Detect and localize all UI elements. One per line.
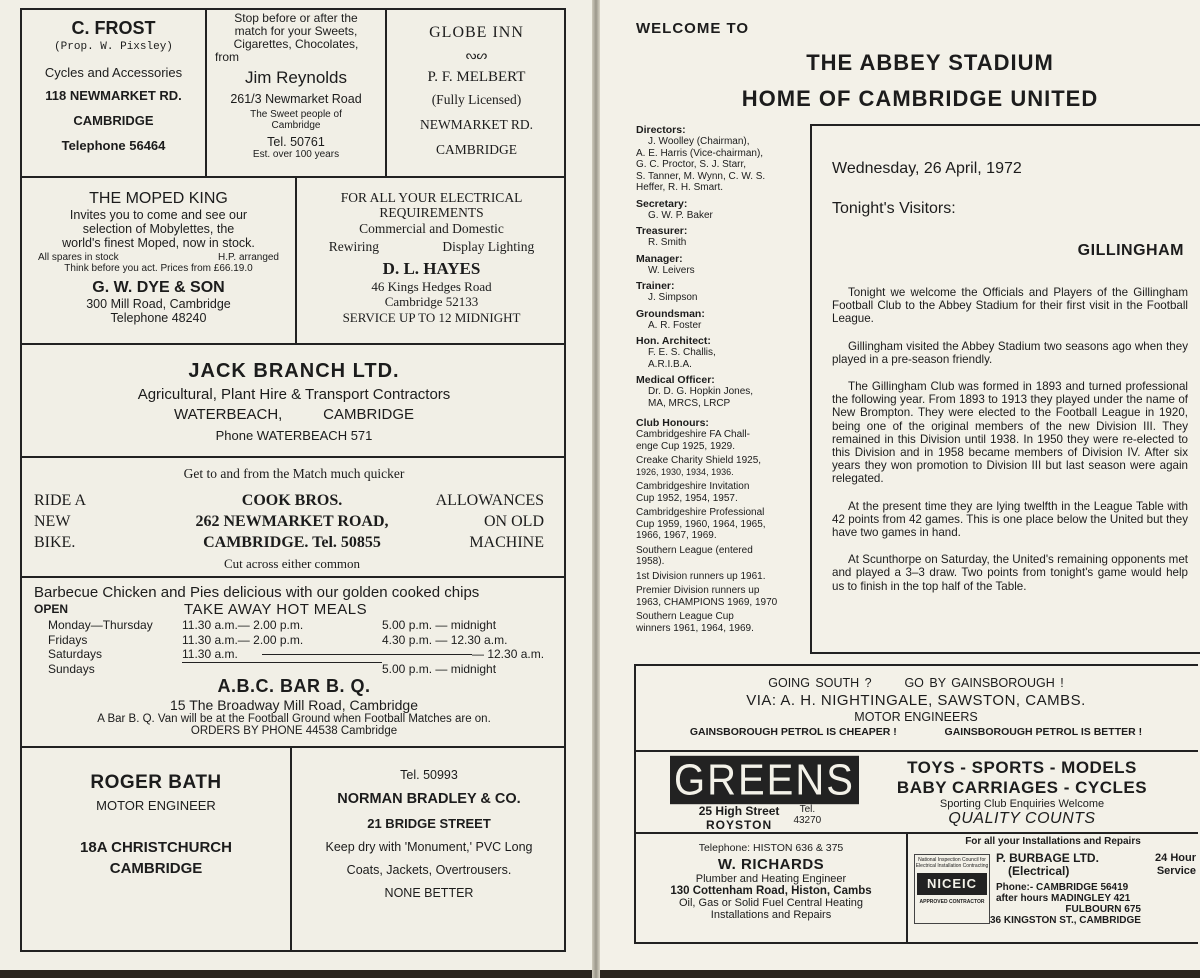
abc-time (182, 662, 382, 677)
cook-ride: NEW (34, 513, 71, 530)
official-group (636, 198, 816, 222)
bradley-name: NORMAN BRADLEY & CO. (337, 791, 521, 807)
left-page (0, 0, 592, 970)
official-name: J. Woolley (Chairman), (648, 136, 750, 147)
greens-line1: TOYS - SPORTS - MODELS (907, 758, 1137, 777)
official-role: Groundsman: (636, 307, 705, 320)
ad-burbage (908, 836, 1198, 926)
official-names (636, 386, 816, 409)
abc-time: — 12.30 a.m. (472, 647, 545, 661)
reynolds-line: Stop before or after the (234, 11, 358, 25)
ad-roger-bath (22, 772, 290, 877)
moped-line: Invites you to come and see our (69, 208, 248, 222)
globe-owner: P. F. MELBERT (427, 69, 526, 85)
badge-top: National Inspection Council for Electrical Installation Contracting (915, 857, 989, 869)
notes-paragraph: Gillingham visited the Abbey Stadium two seasons ago when they played in a pre-season friendly. (832, 339, 1188, 366)
jack-town1: WATERBEACH, (173, 406, 283, 423)
badge-mid: NICEIC (917, 873, 987, 895)
honour-line: enge Cup 1925, 1929. (636, 440, 735, 452)
richards-name: W. RICHARDS (717, 856, 825, 873)
abc-time: 11.30 a.m.— 2.00 p.m. (182, 618, 304, 632)
abc-day: Saturdays (48, 647, 103, 661)
cook-allow: MACHINE (469, 534, 544, 551)
honour-line: winners 1961, 1964, 1969. (636, 622, 754, 634)
abc-time: 5.00 p.m. — midnight (382, 661, 497, 676)
night-trade: MOTOR ENGINEERS (854, 710, 978, 724)
abc-day: Sundays (48, 661, 95, 676)
night-go: GO BY GAINSBOROUGH ! (904, 676, 1064, 690)
official-name: A. E. Harris (Vice-chairman), (636, 147, 764, 159)
greens-line2: BABY CARRIAGES - CYCLES (896, 778, 1148, 797)
cook-ride: BIKE. (34, 534, 76, 551)
greens-logo: GREENS (670, 756, 859, 804)
jack-line1: Agricultural, Plant Hire & Transport Contractors (137, 386, 451, 403)
burbage-hours: Service (1156, 865, 1196, 877)
honour-line: 1926, 1930, 1934, 1936. (636, 466, 734, 477)
reynolds-est: Est. over 100 years (252, 149, 340, 160)
abc-time: 4.30 p.m. — 12.30 a.m. (382, 632, 508, 647)
honour-line: Southern League (entered (636, 544, 753, 556)
reynolds-tel: Tel. 50761 (267, 135, 325, 149)
official-group (636, 253, 816, 277)
bath-name: ROGER BATH (90, 772, 222, 793)
reynolds-slogan: Cambridge (271, 120, 321, 131)
ad-moped (22, 190, 295, 325)
official-name: A. R. Foster (648, 319, 702, 331)
greens-tel: Tel. (799, 804, 816, 815)
official-name: F. E. S. Challis, (648, 347, 716, 358)
officials-list (636, 120, 816, 634)
honour-item (636, 545, 816, 568)
night-via: VIA: A. H. NIGHTINGALE, SAWSTON, CAMBS. (746, 692, 1086, 709)
right-page (600, 0, 1200, 970)
official-group (636, 225, 816, 249)
abc-van: A Bar B. Q. Van will be at the Football Ground when Football Matches are on. (97, 713, 491, 725)
ad-norman-bradley (292, 768, 566, 900)
moped-title: THE MOPED KING (89, 190, 228, 207)
cook-name: COOK BROS. (241, 492, 343, 509)
official-role: Directors: (636, 124, 686, 136)
abc-day: Fridays (48, 632, 88, 647)
frost-prop: (Prop. W. Pixsley) (54, 41, 173, 53)
ad-abc-barbq (22, 584, 566, 744)
honour-line: 1958). (636, 556, 665, 567)
official-name: W. Leivers (648, 264, 695, 276)
official-names (636, 136, 816, 194)
reynolds-address: 261/3 Newmarket Road (230, 92, 362, 106)
richards-tel: Telephone: HISTON 636 & 375 (698, 842, 844, 854)
reynolds-slogan: The Sweet people of (250, 109, 342, 120)
abc-name: A.B.C. BAR B. Q. (217, 676, 371, 696)
richards-address: 130 Cottenham Road, Histon, Cambs (670, 885, 872, 897)
richards-line: Installations and Repairs (710, 909, 832, 921)
notes-paragraph: At Scunthorpe on Saturday, the United's remaining opponents met and played a 3–3 draw. Two points from tonight's game would help us to finish in the top half of the Table. (832, 553, 1188, 593)
abc-address: 15 The Broadway Mill Road, Cambridge (170, 697, 418, 713)
hayes-line: REQUIREMENTS (379, 205, 484, 220)
burbage-street: 36 KINGSTON ST., CAMBRIDGE (990, 915, 1141, 926)
burbage-hours: 24 Hour (1155, 852, 1196, 864)
match-date: Wednesday, 26 April, 1972 (832, 160, 1022, 177)
burbage-phone: Phone:- CAMBRIDGE 56419 (996, 882, 1129, 893)
greens-town: ROYSTON (706, 818, 773, 832)
globe-name: GLOBE INN (429, 24, 524, 41)
globe-town: CAMBRIDGE (435, 142, 517, 157)
frost-town: CAMBRIDGE (73, 113, 154, 128)
reynolds-line: Cigarettes, Chocolates, (233, 37, 359, 51)
official-name: R. Smith (648, 237, 687, 248)
richards-line: Oil, Gas or Solid Fuel Central Heating (678, 897, 864, 909)
globe-licence: (Fully Licensed) (431, 92, 522, 107)
official-role: Hon. Architect: (636, 335, 711, 347)
moped-think: Think before you act. Prices from £66.19.0 (64, 263, 253, 274)
ad-nightingale (636, 676, 1196, 738)
jack-town2: CAMBRIDGE (323, 406, 415, 423)
ad-reynolds (207, 12, 385, 160)
frost-address: 118 NEWMARKET RD. (45, 88, 182, 103)
hayes-address: 46 Kings Hedges Road (371, 279, 492, 294)
honour-item (636, 455, 816, 478)
honour-line: Southern League Cup (636, 611, 734, 622)
cook-cut: Cut across either common (223, 556, 361, 571)
honour-line: 1963, CHAMPIONS 1969, 1970 (636, 596, 778, 608)
official-group (636, 280, 816, 304)
match-notes-panel (810, 124, 1200, 654)
abc-open: OPEN (34, 602, 69, 616)
honour-line: Cambridgeshire FA Chall- (636, 429, 750, 440)
ad-hayes (297, 190, 566, 327)
greens-club: Sporting Club Enquiries Welcome (939, 798, 1105, 810)
bradley-tel: Tel. 50993 (400, 768, 458, 782)
honour-line: 1966, 1967, 1969. (636, 530, 717, 541)
honour-line: Cup 1959, 1960, 1964, 1965, (636, 518, 766, 530)
honour-line: Cambridgeshire Professional (636, 507, 765, 518)
official-role: Secretary: (636, 197, 688, 210)
official-name: G. W. P. Baker (648, 209, 713, 221)
official-role: Treasurer: (636, 225, 688, 237)
honour-item (636, 571, 816, 583)
richards-trade: Plumber and Heating Engineer (695, 873, 847, 885)
ad-globe (387, 24, 566, 158)
official-name: S. Tanner, M. Wynn, C. W. S. (636, 170, 766, 182)
official-name: A.R.I.B.A. (648, 358, 692, 370)
moped-line: world's finest Moped, now in stock. (62, 236, 255, 250)
abc-time: 11.30 a.m.— 2.00 p.m. (182, 632, 304, 647)
ad-cook-bros (22, 466, 566, 574)
frost-phone: Telephone 56464 (61, 138, 166, 153)
stadium-title: THE ABBEY STADIUM (806, 50, 1054, 75)
greens-address: 25 High Street (698, 804, 780, 818)
cook-allow: ALLOWANCES (435, 492, 544, 509)
jack-phone: Phone WATERBEACH 571 (215, 428, 373, 443)
official-role: Trainer: (636, 280, 675, 292)
reynolds-line: from (215, 50, 239, 64)
hayes-service: SERVICE UP TO 12 MIDNIGHT (342, 310, 521, 325)
reynolds-line: match for your Sweets, (234, 24, 358, 38)
moped-line: selection of Mobylettes, the (82, 222, 235, 236)
abc-time: 11.30 a.m. (182, 647, 238, 661)
bradley-street: 21 BRIDGE STREET (367, 816, 491, 831)
honour-line: Cambridgeshire Invitation (636, 481, 750, 492)
burbage-fulbourn: FULBOURN 675 (1065, 904, 1141, 915)
official-name: J. Simpson (648, 292, 698, 303)
official-group (636, 308, 816, 332)
notes-paragraph: At the present time they are lying twelfth in the League Table with 42 points from 42 games. This is one place below the United but they have two games in hand. (832, 499, 1188, 540)
ad-greens-left (670, 755, 855, 832)
frost-name: C. FROST (71, 18, 156, 38)
abc-hours (48, 618, 558, 676)
abc-headline-b: and Pies delicious with our golden cooked chips (160, 584, 480, 601)
official-group (636, 335, 816, 370)
burbage-elec: (Electrical) (1008, 864, 1070, 878)
official-name: G. C. Proctor, S. J. Starr, (636, 159, 747, 170)
globe-ornament: ᔓᔕ (465, 48, 488, 62)
visiting-team: GILLINGHAM (1077, 242, 1184, 259)
bath-address: 18A CHRISTCHURCH (80, 839, 232, 856)
cook-allow: ON OLD (484, 513, 544, 530)
notes-paragraph: Tonight we welcome the Officials and Players of the Gillingham Football Club to the Abbey Stadium for their first visit in the Football League. (832, 286, 1188, 326)
match-notes-body (832, 286, 1188, 607)
official-group (636, 124, 816, 194)
welcome-label: WELCOME TO (636, 20, 750, 37)
abc-time: 5.00 p.m. — midnight (382, 618, 497, 632)
ad-jack-branch (22, 360, 566, 443)
official-group (636, 374, 816, 409)
cook-top: Get to and from the Match much quicker (183, 466, 405, 481)
greens-quality: QUALITY COUNTS (948, 810, 1096, 827)
ad-frost (22, 18, 205, 153)
hayes-town: Cambridge 52133 (384, 294, 479, 309)
official-name: Heffer, R. H. Smart. (636, 182, 724, 193)
page-gutter (592, 0, 600, 978)
abc-day: Monday—Thursday (48, 618, 153, 632)
ad-richards (638, 842, 904, 921)
honour-line: 1st Division runners up 1961. (636, 570, 766, 582)
night-going: GOING SOUTH ? (768, 676, 872, 690)
honour-item (636, 585, 816, 608)
burbage-top: For all your Installations and Repairs (965, 836, 1141, 847)
bradley-line: Keep dry with 'Monument,' PVC Long (325, 840, 533, 854)
moped-hp: H.P. arranged (218, 252, 279, 263)
hayes-display: Display Lighting (442, 239, 535, 254)
moped-phone: Telephone 48240 (110, 311, 207, 325)
frost-line1: Cycles and Accessories (44, 65, 183, 80)
honour-item (636, 611, 816, 634)
official-name: MA, MRCS, LRCP (648, 397, 731, 409)
badge-bot: APPROVED CONTRACTOR (919, 899, 985, 905)
cook-town: CAMBRIDGE. Tel. 50855 (203, 534, 381, 551)
visitors-label: Tonight's Visitors: (832, 200, 956, 217)
honours-list (636, 429, 816, 634)
honour-item (636, 429, 816, 452)
hayes-name: D. L. HAYES (382, 259, 481, 278)
cook-address: 262 NEWMARKET ROAD, (195, 513, 389, 530)
night-cheaper: GAINSBOROUGH PETROL IS CHEAPER ! (689, 726, 897, 738)
honour-line: Premier Division runners up (636, 585, 760, 596)
burbage-name: P. BURBAGE LTD. (996, 851, 1099, 865)
official-names (636, 347, 816, 370)
globe-street: NEWMARKET RD. (420, 117, 533, 132)
moped-address: 300 Mill Road, Cambridge (86, 297, 231, 311)
niceic-badge-icon (914, 854, 990, 924)
moped-spares: All spares in stock (38, 252, 119, 263)
bradley-line: NONE BETTER (384, 886, 474, 900)
club-title: HOME OF CAMBRIDGE UNITED (741, 86, 1099, 111)
honours-head: Club Honours: (636, 417, 709, 429)
cook-ride: RIDE A (34, 492, 86, 509)
jack-name: JACK BRANCH LTD. (188, 360, 400, 382)
official-name: Dr. D. G. Hopkin Jones, (648, 386, 754, 397)
honour-line: Cup 1952, 1954, 1957. (636, 492, 738, 504)
hayes-rewiring: Rewiring (328, 239, 379, 254)
abc-orders: ORDERS BY PHONE 44538 Cambridge (190, 725, 398, 737)
moped-company: G. W. DYE & SON (92, 279, 225, 296)
bath-trade: MOTOR ENGINEER (96, 798, 216, 813)
bath-town: CAMBRIDGE (109, 860, 203, 877)
ad-greens-right (862, 758, 1182, 828)
honour-line: Creake Charity Shield 1925, (636, 455, 762, 466)
honour-item (636, 507, 816, 542)
notes-paragraph: The Gillingham Club was formed in 1893 and turned professional the following year. From 1893 to 1913 they played under the name of New Brompton. They were elected to the Football League in 1920, being one of the original members of the new Division III. They remained in this Division until 1938. In 1950 they were re-elected to this Division and in 1958 became members of Division IV. After six years they won promotion to Division III but last season were again relegated. (832, 380, 1188, 486)
official-role: Medical Officer: (636, 374, 715, 386)
greens-telno: 43270 (793, 815, 822, 826)
hayes-line: FOR ALL YOUR ELECTRICAL (340, 190, 523, 205)
official-role: Manager: (636, 252, 683, 265)
burbage-after: after hours MADINGLEY 421 (996, 893, 1131, 904)
abc-takeaway: TAKE AWAY HOT MEALS (184, 601, 368, 618)
hayes-line: Commercial and Domestic (359, 221, 504, 236)
honour-item (636, 481, 816, 504)
bradley-line: Coats, Jackets, Overtrousers. (346, 863, 512, 877)
night-better: GAINSBOROUGH PETROL IS BETTER ! (944, 726, 1143, 738)
abc-headline-a: Barbecue Chicken (34, 584, 157, 601)
reynolds-name: Jim Reynolds (244, 68, 348, 87)
